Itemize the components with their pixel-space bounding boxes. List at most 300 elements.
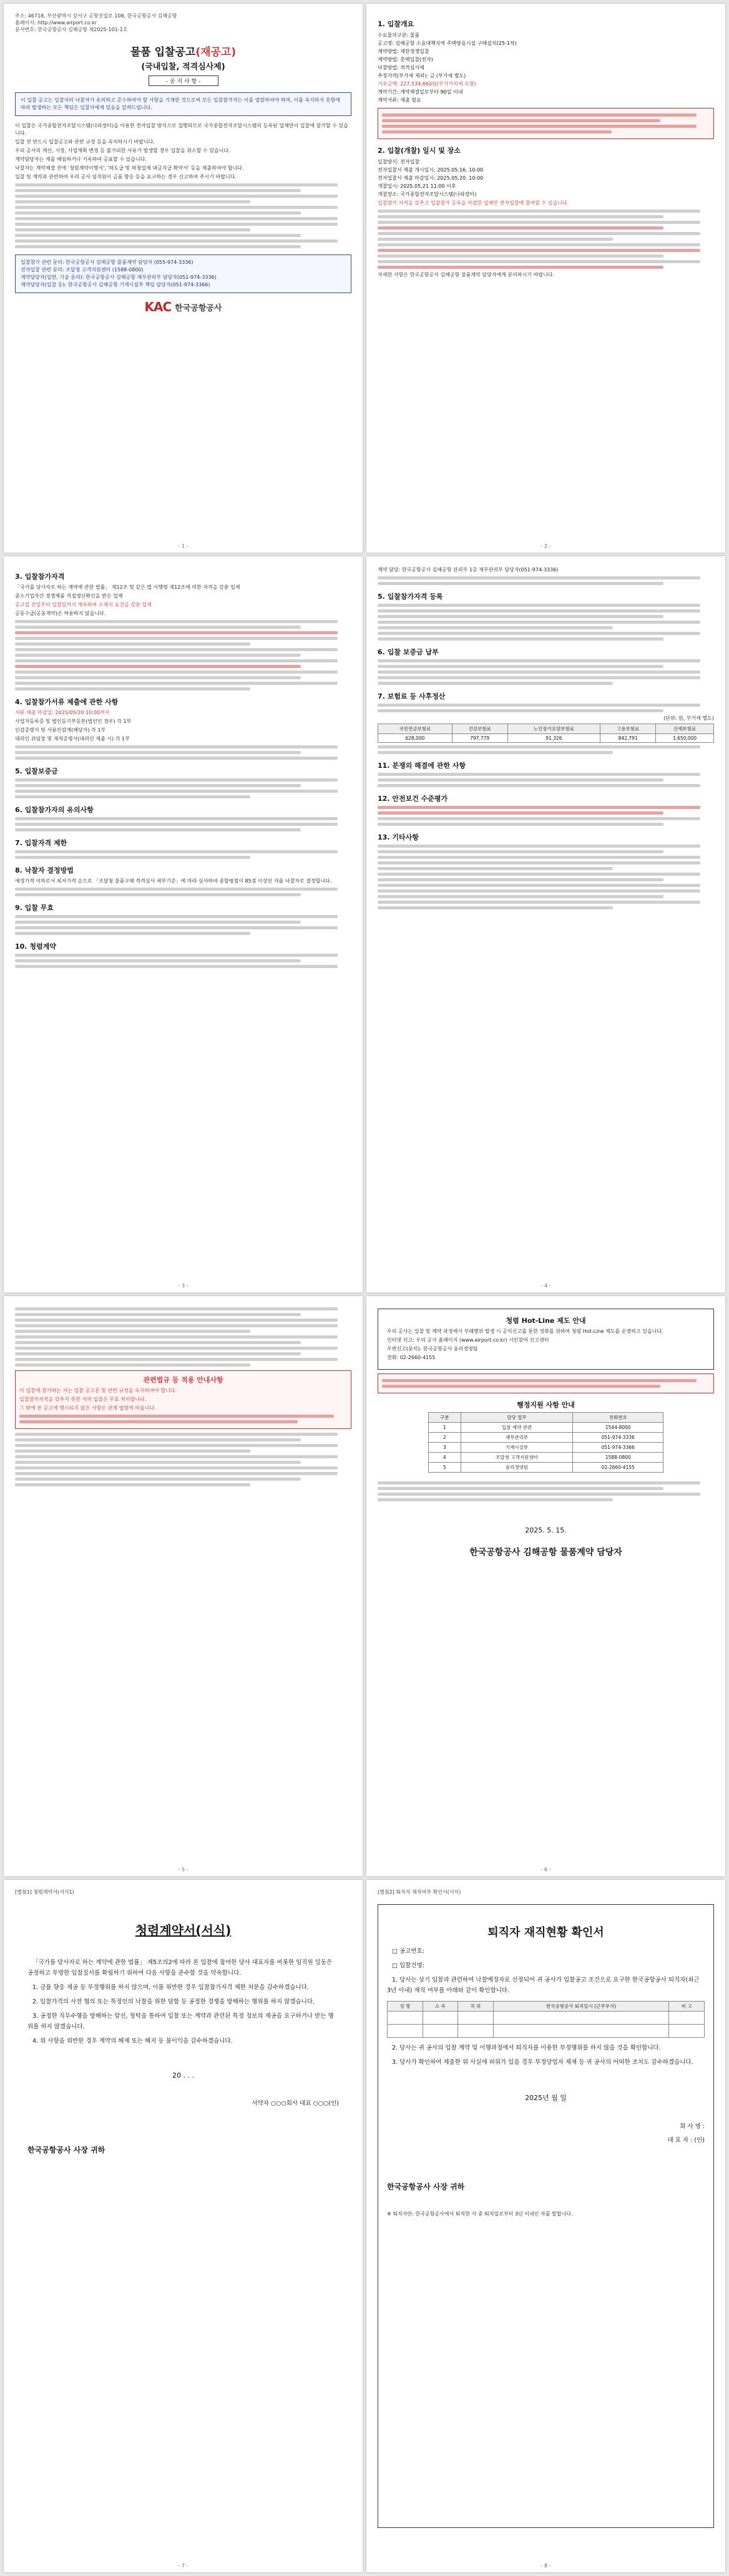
schedule-item: 개찰장소: 국가종합전자조달시스템(나라장터) [378,191,477,197]
warning-box [378,108,714,139]
text-line [378,582,663,585]
table-header: 산재보험료 [656,724,714,734]
page-number: - 7 - [178,2563,188,2569]
table-header: 고용보험료 [600,724,656,734]
form-paragraph: 1. 당사는 상기 입찰과 관련하여 낙찰예정자로 선정되어 귀 공사가 입찰공고 조건으로 요구한 한국공항공사 퇴직자(최근 3년 이내) 재직 여부를 아래와 같이 확인합니다. [387,1977,700,1994]
text-line [15,921,301,924]
text-line [378,210,700,213]
text-line [15,1472,338,1475]
overview-item: 계약방법: 총액입찰(전자) [378,57,433,62]
table-cell [423,2025,458,2038]
table-cell: 1 [428,1423,461,1433]
text-line [15,648,338,651]
logo-name: 한국공항공사 [175,303,222,313]
table-cell: 02-2660-4155 [573,1463,663,1473]
attachment-label: [별첨2] 퇴직자 재직여부 확인서(서식) [378,1889,461,1895]
section-heading: 7. 입찰자격 제한 [15,839,67,847]
text-line [378,215,663,218]
title-main: 물품 입찰공고 [130,46,196,59]
text-line [15,234,301,237]
hotline-item: 우편신고(문의): 한국공항공사 윤리경영팀 [387,1346,478,1352]
text-line [378,260,700,263]
text-line [382,119,660,122]
text-line [378,676,700,679]
text-line [15,1319,338,1322]
page-number: - 5 - [178,1867,188,1872]
text-line [15,959,301,962]
text-line [382,1385,660,1388]
eligibility-item: 공고일 전일부터 입찰일까지 계속하여 소재지 요건을 갖춘 업체 [15,602,152,608]
text-line [15,1478,301,1481]
text-line [378,845,700,848]
table-caption: (단위: 원, 부가세 별도) [663,715,714,721]
document-page-2 [366,4,725,553]
text-line [15,671,338,674]
table-cell: 입찰 계약 관련 [461,1423,573,1433]
page-number: - 1 - [178,543,188,549]
page-number: - 2 - [541,543,551,549]
eligibility-item: 중소기업자간 경쟁제품 직접생산확인을 받은 업체 [15,593,123,599]
text-line [15,1324,338,1327]
table-cell [458,2012,494,2025]
text-line [378,249,700,252]
notice-tag: - 공 지 사 항 - [149,75,218,86]
text-line [378,867,613,870]
text-line [15,1455,338,1458]
table-header: 담당 업무 [461,1413,573,1423]
section-heading: 6. 입찰참가자의 유의사항 [15,806,94,814]
text-line [378,901,700,904]
table-cell: 조달청 고객지원센터 [461,1453,573,1463]
text-line [15,1347,338,1350]
page-number: - 4 - [541,1283,551,1289]
hotline-text: 우리 공사는 입찰 및 계약 과정에서 부패행위 발생 시 공익신고를 통한 정화를 위하여 청렴 Hot-Line 제도를 운영하고 있습니다. [387,1329,663,1334]
text-line [15,915,338,918]
text-line [15,1358,338,1361]
text-line [15,795,250,798]
text-line [378,878,663,881]
text-line [378,806,700,809]
table-header: 건강보험료 [452,724,507,734]
text-line [15,1444,338,1447]
header-address: 주소: 46718, 부산광역시 강서구 공항진입로 108, 한국공항공사 김해공항 [15,13,177,19]
page-number: - 6 - [541,1867,551,1872]
section-heading: 10. 청렴계약 [15,942,56,951]
contract-paragraph: 「국가를 당사자로 하는 계약에 관한 법률」 제5조의2에 따라 본 입찰에 참여한 당사 대표자를 비롯한 임직원 일동은 공정하고 투명한 입찰질서를 확립하기 위하여 다음 사항을 준수할 것을 약속합니다. [27,1959,333,1977]
text-line [378,906,613,909]
text-line [378,811,663,815]
text-line [15,745,338,748]
text-line [15,784,301,787]
contract-paragraph: 2. 입찰가격의 사전 협의 또는 특정인의 낙찰을 위한 담합 등 공정한 경쟁을 방해하는 행위를 하지 않겠습니다. [32,1998,315,2005]
text-line [378,221,700,224]
text-line [15,926,338,929]
text-line [15,200,250,203]
table-header: 전화번호 [573,1413,663,1423]
text-line [15,1450,250,1453]
text-line [15,1341,301,1344]
submit-item: 대리인 위임장 및 재직증명서(대리인 제출 시) 각 1부 [15,736,130,742]
text-line [15,1483,250,1486]
overview-item: 추정가격(부가세 제외): 금 (부가세 별도) [378,73,466,79]
form-paragraph: 2. 당사는 귀 공사의 입찰 계약 및 이행과정에서 퇴직자를 이용한 부정행위를 하지 않을 것을 확인합니다. [392,2045,661,2051]
text-line [15,778,338,782]
notice-signer: 한국공항공사 김해공항 물품계약 담당자 [469,1547,622,1557]
text-line [15,1330,250,1333]
text-line [15,823,338,826]
text-line [15,1363,250,1367]
document-page-6 [366,1296,725,1876]
text-line [378,850,663,853]
contact-line: 계약 담당: 한국공항공사 김해공항 관리부 1층 재무관리부 담당자(051-974-3336) [378,567,559,573]
text-line [378,745,700,748]
section-heading: 5. 입찰보증금 [15,767,58,775]
table-header-row [378,724,714,734]
regulation-title: 관련법규 등 적용 안내사항 [143,1376,223,1384]
schedule-item: 입찰방식: 전자입찰 [378,159,420,165]
text-line [15,850,338,853]
table-cell: 628,000 [378,734,453,743]
text-line [378,823,663,826]
text-line [19,1415,334,1418]
document-page-8 [366,1880,725,2572]
text-line [382,125,697,128]
submit-deadline: 서류 제출 마감일: 2025/05/20 10:00까지 [15,710,110,715]
document-page-5 [4,1296,363,1876]
kac-logo [15,299,351,314]
text-line [378,1498,613,1501]
text-line [15,1466,338,1470]
text-line [15,1461,301,1464]
table-header: 한국공항공사 퇴직일시 (근무부서) [493,2002,669,2012]
text-line [15,828,301,831]
page-title [15,43,351,59]
award-method: 예정가격 이하로서 최저가격 순으로 「조달청 물품구매 적격심사 세부기준」에 따라 심사하여 종합평점이 85점 이상인 자를 낙찰자로 결정합니다. [15,878,332,884]
hotline-warning-box [378,1373,714,1393]
text-line [15,1335,338,1339]
attachment-label: [별첨1] 청렴계약서(서식1) [15,1889,74,1895]
text-line [15,817,338,820]
section-heading: 5. 입찰참가자격 등록 [378,593,443,601]
logo-mark: KAC [144,299,172,314]
notice-item: 계약담당자는 계를 해임하거나 기록하여 공표할 수 있습니다. [15,157,147,162]
table-cell: 윤리경영팀 [461,1463,573,1473]
section-heading: 8. 낙찰자 결정방법 [15,866,74,874]
text-line [378,238,613,241]
text-line [15,954,338,957]
table-cell: 재무관리부 [461,1433,573,1443]
table-header: 직 위 [458,2002,494,2012]
text-line [15,245,301,248]
overview-item: 공고명: 김해공항 소음대책지역 주택방음시설 구매설치(25-1차) [378,41,517,46]
form-box [378,1904,714,2528]
text-line [378,751,613,754]
text-line [15,1313,301,1316]
schedule-notice: 입찰참가 자격을 갖추고 입찰참가 등록을 마감한 업체만 전자입찰에 참여할 수 있습니다. [378,200,569,206]
text-line [15,206,338,209]
text-line [378,889,700,893]
table-cell [423,2012,458,2025]
table-cell: 1,650,000 [656,734,714,743]
text-line [15,642,250,646]
table-cell [458,2025,494,2038]
notice-item: 우리 공사의 계산, 시장, 사업계획 변경 등 불가피한 사유가 발생할 경우 입찰을 취소할 수 있습니다. [15,148,230,153]
text-line [15,659,338,662]
text-line [15,217,338,220]
text-line [15,631,338,634]
table-cell [493,2025,669,2038]
section-heading: 4. 입찰참가서류 제출에 관한 사항 [15,698,119,706]
text-line [378,232,700,235]
regulation-note: 입찰참가자격을 갖추지 못한 자의 입찰은 무효 처리합니다. [19,1397,147,1402]
table-cell: 4 [428,1453,461,1463]
table-cell [669,2012,705,2025]
table-row [428,1443,663,1453]
table-row [388,2025,705,2038]
text-line [378,861,700,864]
table-row [428,1453,663,1463]
notice-date: 2025. 5. 15. [525,1526,567,1534]
text-line [15,195,338,198]
text-line [378,632,700,635]
text-line [15,211,301,215]
page-number: - 3 - [178,1283,188,1289]
table-header: 국민연금보험료 [378,724,453,734]
hotline-item: 전화: 02-2660-4155 [387,1355,436,1360]
table-header: 소 속 [423,2002,458,2012]
text-line [378,604,700,607]
page-subtitle: (국내입찰, 적격심사제) [141,62,225,72]
notice-list [15,122,351,181]
table-cell: 91,326 [507,734,600,743]
text-line [15,228,250,231]
text-line [378,817,700,820]
submit-item: 인감증명서 및 사용인감계(해당자) 각 1부 [15,727,106,733]
header-homepage: 홈페이지: http://www.airport.co.kr [15,20,97,26]
form-field-bid-name: □ 입찰건명: [392,1962,424,1969]
contract-title: 청렴계약서(서식) [135,1923,232,1938]
form-representative: 대 표 자 : (인) [667,2137,705,2144]
text-line [15,1438,301,1441]
contract-date: 20 . . . [172,2071,194,2080]
text-line [378,266,663,269]
text-line [378,626,613,629]
section-heading: 3. 입찰참가자격 [15,573,65,581]
text-line [15,665,301,668]
form-footnote: ※ 퇴직자란: 한국공항공사에서 퇴직한 자 중 퇴직일로부터 3년 이내인 자를 말합니다. [387,2211,573,2217]
schedule-list [378,158,714,198]
text-line [15,965,338,968]
notice-item: 이 입찰은 국가종합전자조달시스템(나라장터)을 이용한 전자입찰 방식으로 집행되므로 국가종합전자조달시스템의 등록된 업체만이 입찰에 참가할 수 있습니다. [15,123,348,136]
document-page-3 [4,556,363,1292]
text-line [15,1352,301,1355]
text-line [378,254,663,258]
overview-item: 낙찰방법: 적격심사제 [378,65,424,70]
notice-item: 입찰 전 반드시 입찰공고와 관련 규정 등을 숙지하시기 바랍니다. [15,139,155,145]
form-date: 2025년 월 일 [525,2094,567,2102]
section-heading: 9. 입찰 무효 [15,904,54,912]
regulation-box [15,1370,351,1429]
contract-paragraph: 1. 금품 향응 제공 등 부정행위를 하지 않으며, 이를 위반한 경우 입찰참가자격 제한 처분을 감수하겠습니다. [32,1984,309,1991]
table-header: 비 고 [669,2002,705,2012]
text-line [378,873,700,876]
hotline-item: 인터넷 신고: 우리 공사 홈페이지 (www.airport.co.kr) 시민참여 신고센터 [387,1337,549,1343]
schedule-item: 전자입찰서 제출 마감일시: 2025.05.20. 10:00 [378,175,484,181]
text-line [378,895,663,898]
overview-item: 계약방법: 제한경쟁입찰 [378,49,429,54]
section-heading: 7. 보험료 등 사후정산 [378,692,446,700]
table-cell [493,2012,669,2025]
header-doc-number: 문서번호: 한국공항공사 김해공항 제2025-101-1호 [15,27,128,32]
table-cell: 2 [428,1433,461,1443]
text-line [15,893,301,896]
section-heading: 2. 입찰(개찰) 일시 및 장소 [378,147,461,155]
section-heading: 6. 입찰 보증금 납부 [378,648,439,656]
overview-item: 계약서류: 제출 필요 [378,97,421,103]
text-line [15,1433,338,1436]
table-row [388,2012,705,2025]
text-line [19,1420,298,1423]
regulation-note: 이 입찰에 참가하는 자는 입찰 공고문 및 관련 규정을 숙지하여야 합니다. [19,1388,177,1393]
overview-item: 기초금액: 227,534,660원(부가가치세 포함) [378,81,476,87]
text-line [15,856,250,859]
regulation-note: 그 밖에 본 공고에 명시되지 않은 사항은 관계 법령에 따릅니다. [19,1405,156,1411]
notice-item: 입찰 및 계약과 관련하여 우리 공사 임직원이 금품 향응 등을 요구하는 경우 신고하여 주시기 바랍니다. [15,174,237,180]
text-line [378,243,700,246]
text-line [15,1307,338,1310]
form-company: 회 사 명 : [680,2123,705,2130]
text-line [15,932,250,935]
overview-item: 수요물자구분: 물품 [378,32,420,38]
schedule-warning: 자세한 사항은 한국공항공사 김해공항 물품계약 담당자에게 문의하시기 바랍니다. [378,272,555,278]
text-line [15,687,250,690]
text-line [382,1379,697,1382]
text-line [15,757,338,760]
retiree-table [387,2001,705,2038]
text-line [15,751,301,754]
table-header: 구분 [428,1413,461,1423]
text-line [15,888,338,891]
table-cell [388,2025,423,2038]
table-cell: 797,779 [452,734,507,743]
table-header: 성 명 [388,2002,423,2012]
schedule-item: 전자입찰서 제출 개시일시: 2025.05.16. 10:00 [378,167,484,173]
contact-box [15,254,351,293]
text-line [378,778,663,782]
section-heading: 13. 기타사항 [378,833,419,841]
text-line [378,621,700,624]
office-table [428,1412,663,1473]
table-cell: 051-974-3336 [573,1433,663,1443]
table-cell: 1544-8000 [573,1423,663,1433]
table-cell: 1588-0800 [573,1453,663,1463]
table-cell: 051-974-3366 [573,1443,663,1453]
table-row [428,1433,663,1443]
text-line [15,654,301,657]
text-line [378,709,663,712]
text-line [378,226,663,230]
document-page-1 [4,4,363,553]
text-line [378,784,700,787]
text-line [15,682,338,685]
hotline-title: 청렴 Hot-Line 제도 안내 [506,1317,586,1325]
table-header: 노인장기요양보험료 [507,724,600,734]
table-cell: 기계시설부 [461,1443,573,1453]
table-cell: 842,791 [600,734,656,743]
text-line [15,676,301,679]
text-line [378,609,700,613]
contact-line: 계약담당자(입찰 등): 한국공항공사 김해공항 기계시설부 책임 담당자(051-974-3366) [21,282,210,288]
eligibility-item: 공동수급(공동계약)은 허용하지 않습니다. [15,611,106,616]
text-line [378,637,663,641]
text-line [378,576,700,579]
text-line [15,790,338,793]
table-row [428,1463,663,1473]
text-line [15,223,338,226]
table-row [428,1423,663,1433]
contact-line: 입찰참가 관련 문의: 한국공항공사 김해공항 물품계약 담당자 (055-974-3336) [21,259,193,265]
text-line [378,659,700,662]
text-line [378,671,700,674]
page-number: - 8 - [541,2563,551,2569]
notice-item: 낙찰자는 계약체결 전에 '청렴계약이행서', '하도급 및 하청업체 대금지급 확약서' 등을 제출하여야 합니다. [15,165,244,171]
text-line [15,189,301,192]
text-line [378,856,700,859]
text-line [378,682,613,685]
eligibility-item: 「국가를 당사자로 하는 계약에 관한 법률」 제12조 및 같은 법 시행령 제12조에 의한 자격을 갖춘 업체 [15,584,240,590]
text-line [15,626,301,629]
form-recipient: 한국공항공사 사장 귀하 [387,2182,465,2191]
text-line [378,773,700,776]
insurance-table [378,724,714,743]
document-page-7 [4,1880,363,2572]
contact-line: 전자입찰 관련 문의: 조달청 고객지원센터 (1588-0800) [21,267,144,273]
contact-line: 계약담당자(일반, 기술 문의): 한국공항공사 김해공항 재무관리부 담당자(051-974-3336) [21,274,217,280]
section-heading: 11. 분쟁의 해결에 관한 사항 [378,762,466,770]
overview-item: 계약기간: 계약체결일로부터 90일 이내 [378,89,463,95]
form-field-notice-no: □ 공고번호: [392,1948,424,1955]
text-line [382,130,612,133]
text-line [15,637,338,640]
document-page-4 [366,556,725,1292]
form-title: 퇴직자 재직현황 확인서 [487,1926,604,1939]
text-line [15,240,338,243]
text-line [378,1481,700,1484]
contract-recipient: 한국공항공사 사장 귀하 [27,2146,105,2154]
table-header-row [388,2002,705,2012]
text-line [378,1487,663,1490]
table-cell [669,2025,705,2038]
submit-item: 사업자등록증 및 법인등기부등본(법인인 경우) 각 1부 [15,719,132,724]
text-line [378,1493,700,1496]
text-line [378,615,663,618]
text-line [378,884,700,887]
contract-paragraph: 3. 공정한 직무수행을 방해하는 알선, 청탁을 통하여 입찰 또는 계약과 관련된 특정 정보의 제공을 요구하거나 받는 행위를 하지 않겠습니다. [27,2013,334,2030]
contract-signature: 서약자 ○○○회사 대표 ○○○(인) [252,2100,339,2107]
text-line [378,704,700,707]
hotline-box [378,1309,714,1370]
notice-intro: 이 입찰 공고는 입찰자의 낙찰자가 유의하고 준수하여야 할 사항을 기재한 것으로써 모든 입찰참가자는 이를 열람하여야 하며, 이를 숙지하지 못함에 따라 발생하는 모든 책임은 입찰자에게 있음을 알려드립니다. [21,97,340,110]
contract-paragraph: 4. 위 사항을 위반한 경우 계약의 해제 또는 해지 등 불이익을 감수하겠습니다. [32,2038,233,2045]
text-line [15,620,338,623]
table-cell: 3 [428,1443,461,1453]
table-header-row [428,1413,663,1423]
table-cell [388,2012,423,2025]
form-paragraph: 3. 당사가 확인하여 제출한 위 사실에 허위가 있을 경우 부정당업자 제재 등 귀 공사의 어떠한 조치도 감수하겠습니다. [392,2059,693,2066]
text-line [15,183,338,186]
title-reannouncement: (재공고) [195,46,237,59]
table-row [378,734,714,743]
